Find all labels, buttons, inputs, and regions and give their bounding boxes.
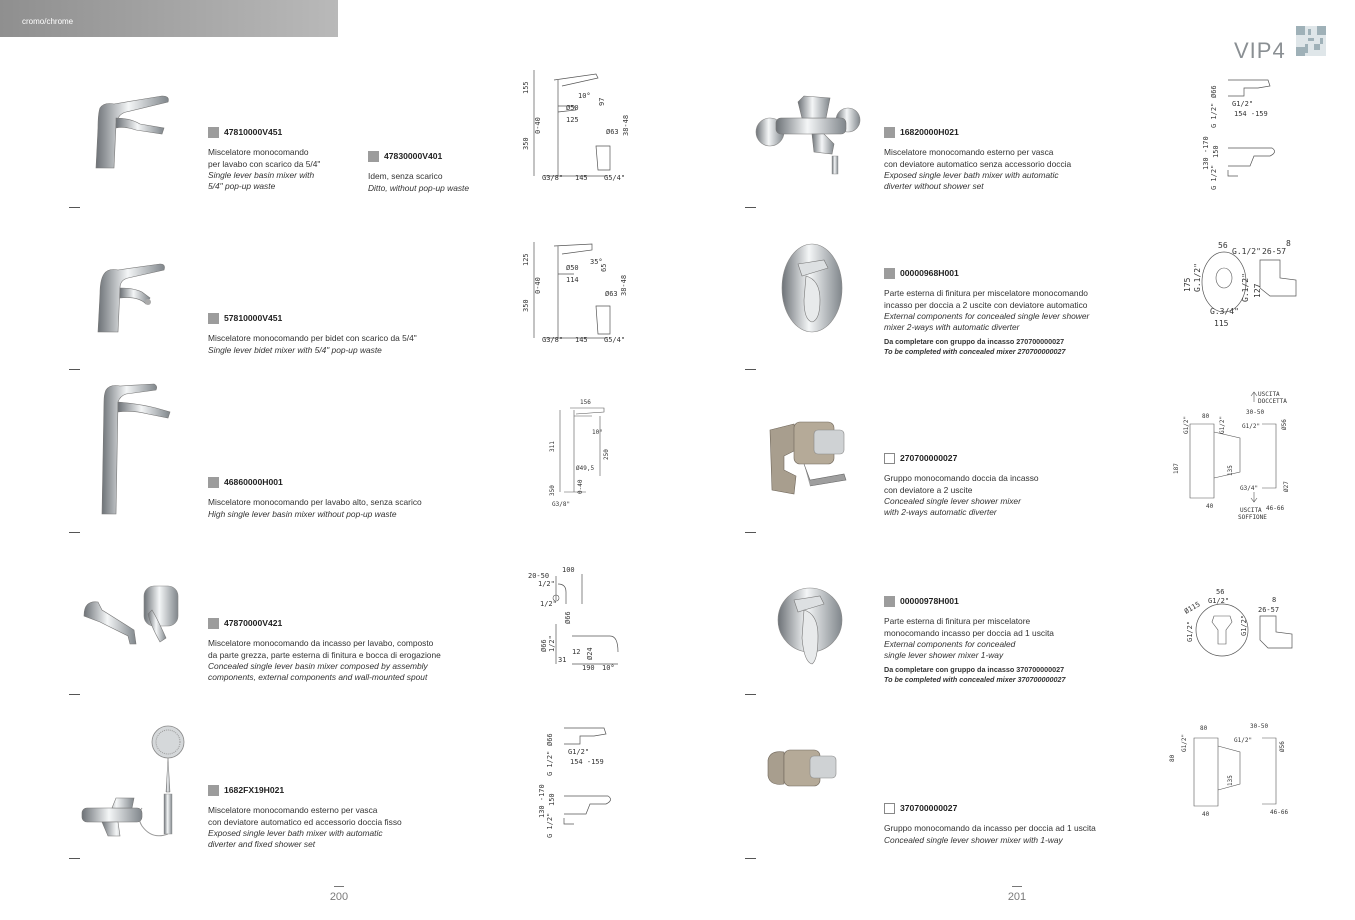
dim-label: 125 — [522, 253, 530, 266]
product-270700000027 — [884, 453, 1039, 518]
dim-label: G3/4" — [1240, 485, 1259, 492]
dim-label: 250 — [603, 449, 610, 460]
bath-mixer-shower-set-photo — [72, 712, 192, 846]
dim-label: 145 — [575, 174, 588, 182]
swatch-grey — [208, 127, 219, 138]
dim-label: 26-57 — [1258, 606, 1280, 614]
finish-tab — [0, 0, 338, 37]
dim-label: Ø115 — [1183, 600, 1202, 616]
bath-mixer-photo — [752, 92, 868, 176]
dim-label: G1/2" — [1186, 620, 1194, 642]
dim-label: 156 — [580, 399, 591, 406]
qr-code-icon — [1296, 26, 1326, 56]
dim-label: G1/2" — [1219, 415, 1226, 434]
dim-label: 8 — [1272, 596, 1277, 604]
swatch-grey — [208, 477, 219, 488]
separator — [745, 207, 756, 208]
basin-mixer-photo — [90, 88, 180, 174]
desc-en: Single lever bidet mixer with 5/4" pop-up waste — [208, 344, 382, 355]
dim-label: 190 — [582, 664, 595, 672]
separator — [69, 858, 80, 859]
desc-en: Concealed single lever basin mixer composed by assembly components, external components and wall-mounted spout — [208, 660, 428, 683]
wall-basin-mixer-photo — [72, 580, 190, 660]
dim-label: 38-48 — [622, 114, 630, 136]
shower-plate-1way-photo — [776, 578, 850, 668]
dim-label: Ø27 — [1283, 481, 1290, 492]
product-code: 16820000H021 — [900, 127, 959, 137]
dim-label: 125 — [566, 116, 579, 124]
dim-label: Ø49,5 — [576, 465, 595, 472]
dim-label: 350 — [522, 299, 530, 312]
dim-label: G 1/2" — [546, 750, 554, 776]
desc-en: Concealed single lever shower mixer with 1-way — [884, 834, 1063, 845]
dim-label: 10° — [592, 429, 603, 436]
product-code: 46860000H001 — [224, 477, 283, 487]
dim-label: Ø56 — [1279, 741, 1286, 752]
dimension-drawing-6 — [1198, 66, 1298, 194]
dim-label: 8 — [1286, 239, 1291, 248]
dimension-drawing-9 — [1180, 586, 1298, 666]
dim-label: 80 — [1202, 413, 1210, 420]
dim-label: G 1/2" — [546, 812, 554, 838]
separator — [745, 532, 756, 533]
desc-en: Single lever basin mixer with 5/4" pop-up waste — [208, 169, 315, 192]
product-47810000V451 — [208, 127, 320, 192]
dim-label: 127 — [1253, 283, 1262, 298]
dim-label: 46-66 — [1270, 809, 1289, 816]
dim-label: 65 — [600, 263, 608, 272]
swatch-grey — [884, 268, 895, 279]
dimension-drawing-3 — [540, 396, 620, 512]
dim-label: 12 — [572, 648, 581, 656]
dim-label: Ø50 — [566, 104, 579, 112]
dim-label: SOFFIONE — [1238, 514, 1267, 521]
dim-label: 46-66 — [1266, 505, 1285, 512]
page-number-left: 200 — [319, 886, 359, 903]
high-basin-mixer-photo — [96, 382, 176, 518]
dim-label: 30-50 — [1246, 409, 1265, 416]
swatch-grey — [884, 127, 895, 138]
product-57810000V451 — [208, 313, 417, 356]
dim-label: G1/2" — [1208, 597, 1230, 605]
dim-label: Ø63 — [605, 290, 618, 298]
separator — [69, 207, 80, 208]
product-code: 1682FX19H021 — [224, 785, 285, 795]
swatch-grey — [884, 596, 895, 607]
dim-label: USCITA — [1258, 391, 1280, 398]
desc-en: High single lever basin mixer without pop-up waste — [208, 508, 397, 519]
separator — [745, 858, 756, 859]
dim-label: 26-57 — [1262, 247, 1287, 256]
dim-label: G1/2" — [1232, 100, 1254, 108]
product-code: 47810000V451 — [224, 127, 283, 137]
dim-label: 1/2" — [538, 580, 555, 588]
swatch-white — [884, 803, 895, 814]
product-code: 00000968H001 — [900, 268, 959, 278]
desc-it: Idem, senza scarico — [368, 171, 443, 182]
swatch-grey — [368, 151, 379, 162]
product-00000978H001 — [884, 596, 1066, 684]
dimension-drawing-5 — [534, 714, 624, 842]
product-46860000H001 — [208, 477, 422, 520]
dim-label: 150 — [548, 793, 556, 806]
separator — [745, 694, 756, 695]
dim-label: 40 — [1206, 503, 1214, 510]
dim-label: Ø63 — [606, 128, 619, 136]
separator — [69, 694, 80, 695]
dim-label: G3/8" — [552, 501, 571, 508]
dimension-drawing-7 — [1180, 238, 1300, 358]
dim-label: G1/2" — [1242, 423, 1261, 430]
dim-label: 80 — [1169, 754, 1176, 762]
desc-it: Miscelatore monocomando per lavabo alto, senza scarico — [208, 497, 422, 508]
separator — [69, 369, 80, 370]
dim-label: Ø24 — [586, 647, 594, 660]
dim-label: G 1/2" — [1210, 102, 1218, 128]
dim-label: 10° — [602, 664, 615, 672]
dim-label: 350 — [522, 137, 530, 150]
dim-label: G1/2" — [1183, 415, 1190, 434]
dim-label: 187 — [1173, 463, 1180, 474]
concealed-body-1way-photo — [764, 740, 844, 796]
dim-label: 154 -159 — [570, 758, 604, 766]
dim-label: G1/2" — [1234, 737, 1253, 744]
note-en: To be completed with concealed mixer 270700000027 — [884, 346, 1066, 356]
dim-label: 0-40 — [577, 479, 584, 494]
dim-label: 0-40 — [534, 277, 542, 294]
dim-label: G3/8" — [542, 336, 564, 344]
bidet-mixer-photo — [90, 258, 180, 338]
product-code: 270700000027 — [900, 453, 958, 463]
separator — [69, 532, 80, 533]
dim-label: G.3/4" — [1210, 307, 1239, 316]
dim-label: G 1/2" — [1210, 164, 1218, 190]
swatch-grey — [208, 313, 219, 324]
dim-label: Ø66 — [540, 639, 548, 652]
desc-it: Miscelatore monocomando per lavabo con scarico da 5/4" — [208, 147, 321, 169]
dim-label: G.1/2" — [1232, 247, 1261, 256]
series-title: VIP4 — [1234, 38, 1286, 63]
desc-en: Concealed single lever shower mixer with 2-ways automatic diverter — [884, 495, 1021, 518]
dimension-drawing-8 — [1166, 388, 1300, 522]
separator — [745, 369, 756, 370]
dim-label: Ø50 — [566, 264, 579, 272]
dim-label: G.1/2" — [1193, 263, 1202, 292]
dim-label: G5/4" — [604, 174, 626, 182]
dim-label: 80 — [1200, 725, 1208, 732]
concealed-body-2way-photo — [764, 410, 854, 498]
dim-label: DOCCETTA — [1258, 398, 1287, 405]
product-47830000V401 — [368, 151, 469, 194]
desc-it: Miscelatore monocomando esterno per vasca con deviatore automatico ed accessorio doccia fisso — [208, 805, 402, 827]
dim-label: 35° — [590, 258, 603, 266]
dim-label: 311 — [549, 441, 556, 452]
dim-label: G1/2" — [1240, 614, 1248, 636]
dim-label: 135 — [1227, 465, 1234, 476]
dim-label: 155 — [522, 81, 530, 94]
dim-label: 38-48 — [620, 274, 628, 296]
dim-label: 20-50 — [528, 572, 550, 580]
desc-it: Parte esterna di finitura per miscelatore monocomando incasso per doccia ad 1 uscita — [884, 616, 1054, 638]
product-code: 47870000V421 — [224, 618, 283, 628]
dim-label: 1/2" — [548, 635, 556, 652]
note-it: Da completare con gruppo da incasso 370700000027 — [884, 665, 1065, 675]
product-00000968H001 — [884, 268, 1089, 356]
dim-label: G5/4" — [604, 336, 626, 344]
dim-label: G1/2" — [1181, 733, 1188, 752]
dimension-drawing-10 — [1166, 718, 1300, 824]
desc-en: Exposed single lever bath mixer with automatic diverter and fixed shower set — [208, 827, 383, 850]
dim-label: Ø66 — [564, 611, 572, 624]
product-16820000H021 — [884, 127, 1071, 192]
dim-label: 130 -170 — [538, 784, 546, 818]
dim-label: 31 — [558, 656, 567, 664]
page-number-right: 201 — [997, 886, 1037, 903]
dimension-drawing-4 — [526, 564, 626, 676]
product-code: 57810000V451 — [224, 313, 283, 323]
note-it: Da completare con gruppo da incasso 270700000027 — [884, 337, 1065, 347]
desc-it: Miscelatore monocomando esterno per vasca con deviatore automatico senza accessorio doccia — [884, 147, 1072, 169]
dim-label: 30-50 — [1250, 723, 1269, 730]
dimension-drawing-1 — [518, 66, 633, 186]
dim-label: 40 — [1202, 811, 1210, 818]
dim-label: 130 -170 — [1202, 136, 1210, 170]
desc-it: Parte esterna di finitura per miscelatore monocomando incasso per doccia a 2 uscite con deviatore automatico — [884, 288, 1088, 310]
dim-label: 175 — [1183, 277, 1192, 292]
dim-label: G1/2" — [568, 748, 590, 756]
swatch-grey — [208, 618, 219, 629]
dim-label: 100 — [562, 566, 575, 574]
product-1682FX19H021 — [208, 785, 402, 850]
product-code: 47830000V401 — [384, 151, 443, 161]
desc-en: Ditto, without pop-up waste — [368, 182, 470, 193]
finish-label: cromo/chrome — [22, 17, 74, 26]
swatch-white — [884, 453, 895, 464]
dim-label: USCITA — [1240, 507, 1262, 514]
desc-it: Miscelatore monocomando per bidet con scarico da 5/4" — [208, 333, 417, 344]
dim-label: 56 — [1218, 241, 1228, 250]
dim-label: 145 — [575, 336, 588, 344]
dim-label: 115 — [1214, 319, 1229, 328]
dim-label: G3/8" — [542, 174, 564, 182]
dim-label: G.1/2" — [1241, 273, 1250, 302]
desc-it: Gruppo monocomando da incasso per doccia ad 1 uscita — [884, 823, 1096, 834]
dimension-drawing-2 — [518, 238, 633, 348]
desc-it: Miscelatore monocomando da incasso per lavabo, composto da parte grezza, parte esterna di finitura e bocca di erogazione — [208, 638, 441, 660]
desc-it: Gruppo monocomando doccia da incasso con deviatore a 2 uscite — [884, 473, 1039, 495]
shower-plate-2way-photo — [776, 240, 850, 336]
desc-en: Exposed single lever bath mixer with automatic diverter without shower set — [884, 169, 1059, 192]
dim-label: Ø66 — [546, 733, 554, 746]
dim-label: 10° — [578, 92, 591, 100]
swatch-grey — [208, 785, 219, 796]
dim-label: 1/2" — [540, 600, 557, 608]
product-code: 370700000027 — [900, 803, 958, 813]
dim-label: 350 — [549, 485, 556, 496]
dim-label: 114 — [566, 276, 579, 284]
dim-label: Ø56 — [1281, 419, 1288, 430]
dim-label: 97 — [598, 97, 606, 106]
product-370700000027 — [884, 803, 1096, 846]
note-en: To be completed with concealed mixer 370700000027 — [884, 674, 1066, 684]
dim-label: Ø66 — [1210, 85, 1218, 98]
dim-label: 154 -159 — [1234, 110, 1268, 118]
dim-label: 135 — [1227, 775, 1234, 786]
dim-label: 0-40 — [534, 117, 542, 134]
product-code: 00000978H001 — [900, 596, 959, 606]
desc-en: External components for concealed single lever shower mixer 1-way — [884, 638, 1016, 661]
dim-label: 56 — [1216, 588, 1225, 596]
product-47870000V421 — [208, 618, 441, 683]
dim-label: 150 — [1212, 145, 1220, 158]
desc-en: External components for concealed single lever shower mixer 2-ways with automatic diverter — [884, 310, 1090, 333]
